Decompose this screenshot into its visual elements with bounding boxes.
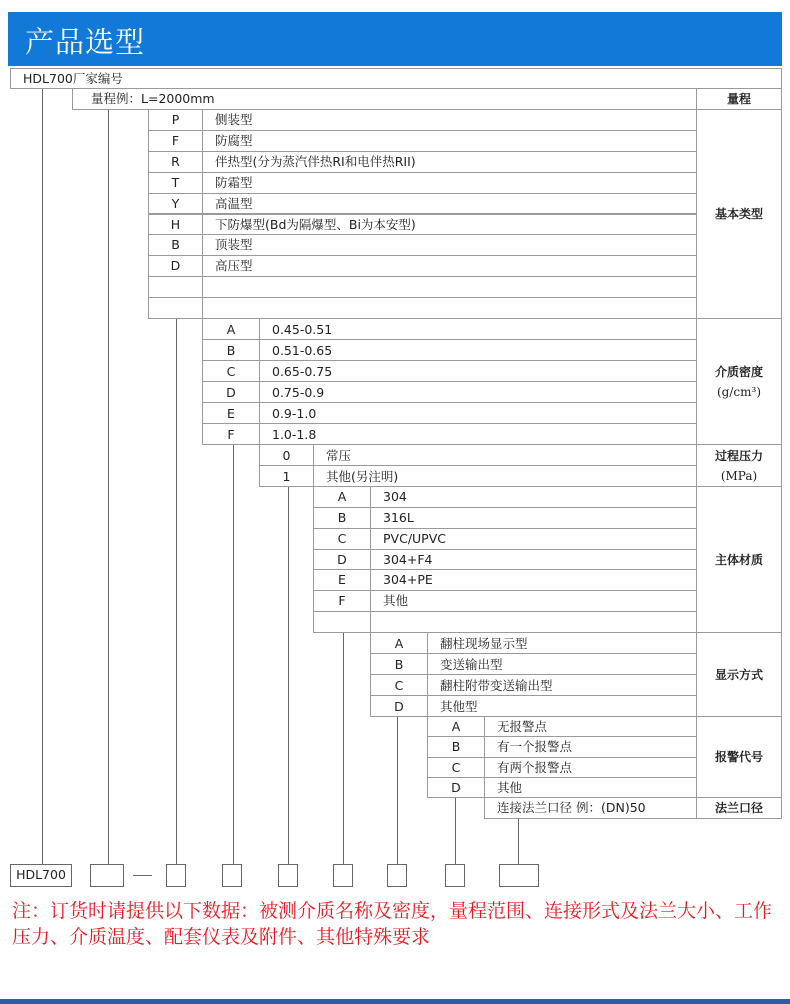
alarm-code: B — [427, 736, 485, 757]
material-code: F — [313, 590, 371, 612]
pressure-code: 0 — [259, 444, 314, 466]
connector-line — [343, 633, 344, 864]
code-slot-box — [278, 864, 298, 887]
material-description: PVC/UPVC — [370, 528, 697, 550]
alarm-description: 无报警点 — [484, 716, 697, 737]
code-slot-box — [90, 864, 124, 887]
display-code: B — [370, 653, 428, 675]
density-description: 0.65-0.75 — [259, 360, 697, 382]
code-slot-box — [445, 864, 465, 887]
type-description: 顶装型 — [202, 234, 697, 256]
type-description: 下防爆型(Bd为隔爆型、Bi为本安型) — [202, 214, 697, 236]
type-code: F — [148, 130, 203, 152]
code-slot-box — [387, 864, 407, 887]
density-code: F — [202, 423, 260, 445]
section-header — [8, 12, 782, 66]
flange-label-text: 法兰口径 — [714, 801, 763, 815]
type-code — [148, 297, 203, 319]
type-code: T — [148, 172, 203, 194]
type-description: 防腐型 — [202, 130, 697, 152]
density-unit: (g/cm³) — [717, 384, 761, 399]
display-description: 其他型 — [427, 695, 697, 717]
display-description: 翻柱附带变送输出型 — [427, 674, 697, 696]
material-description — [370, 611, 697, 633]
density-description: 0.9-1.0 — [259, 402, 697, 424]
density-description: 0.45-0.51 — [259, 318, 697, 340]
display-description: 翻柱现场显示型 — [427, 632, 697, 654]
alarm-code: C — [427, 757, 485, 778]
range-label-text: 量程 — [726, 92, 751, 106]
model-row: HDL700厂家编号 — [10, 68, 782, 89]
pressure-label — [696, 444, 782, 487]
pressure-label-text: 过程压力 — [714, 448, 763, 463]
type-label-text: 基本类型 — [714, 207, 763, 221]
density-description: 0.75-0.9 — [259, 381, 697, 403]
material-label — [696, 486, 782, 633]
material-description: 316L — [370, 507, 697, 529]
page-title: 产品选型 — [25, 25, 146, 59]
pressure-unit: (MPa) — [720, 468, 758, 483]
connector-line — [233, 445, 234, 864]
display-description: 变送输出型 — [427, 653, 697, 675]
pressure-code: 1 — [259, 465, 314, 487]
bottom-bar — [0, 999, 790, 1004]
type-code: H — [148, 214, 203, 236]
material-description: 其他 — [370, 590, 697, 612]
range-row: 量程例：L=2000mm — [72, 88, 697, 110]
material-code: C — [313, 528, 371, 550]
connector-line — [455, 798, 456, 864]
pressure-description: 常压 — [313, 444, 697, 466]
alarm-code: A — [427, 716, 485, 737]
display-code: C — [370, 674, 428, 696]
alarm-description: 其他 — [484, 777, 697, 798]
material-code: E — [313, 569, 371, 591]
type-description: 高压型 — [202, 255, 697, 277]
code-slot-box — [333, 864, 353, 887]
material-description: 304+PE — [370, 569, 697, 591]
connector-line — [108, 110, 109, 864]
type-code: B — [148, 234, 203, 256]
material-description: 304+F4 — [370, 549, 697, 571]
display-code: D — [370, 695, 428, 717]
density-description: 1.0-1.8 — [259, 423, 697, 445]
type-description: 防霜型 — [202, 172, 697, 194]
flange-row: 连接法兰口径 例：(DN)50 — [484, 797, 697, 819]
type-code: P — [148, 109, 203, 131]
code-slot-box — [499, 864, 539, 887]
material-code: B — [313, 507, 371, 529]
connector-line — [397, 717, 398, 864]
order-note: 注：订货时请提供以下数据：被测介质名称及密度，量程范围、连接形式及法兰大小、工作压力、介质温度、配套仪表及附件、其他特殊要求 — [12, 900, 773, 948]
density-code: D — [202, 381, 260, 403]
model-code-box: HDL700 — [10, 864, 72, 887]
connector-line — [288, 487, 289, 864]
alarm-description: 有一个报警点 — [484, 736, 697, 757]
alarm-label-text: 报警代号 — [714, 750, 763, 764]
material-code — [313, 611, 371, 633]
type-label — [696, 109, 782, 319]
type-description — [202, 276, 697, 298]
type-code: R — [148, 151, 203, 173]
density-code: C — [202, 360, 260, 382]
pressure-description: 其他(另注明) — [313, 465, 697, 487]
alarm-label — [696, 716, 782, 798]
density-label — [696, 318, 782, 445]
type-code: Y — [148, 193, 203, 215]
type-code — [148, 276, 203, 298]
code-slot-box — [222, 864, 242, 887]
display-label — [696, 632, 782, 717]
material-label-text: 主体材质 — [714, 552, 763, 567]
density-code: A — [202, 318, 260, 340]
density-code: E — [202, 402, 260, 424]
type-description: 伴热型(分为蒸汽伴热RI和电伴热RII) — [202, 151, 697, 173]
type-description: 侧装型 — [202, 109, 697, 131]
display-label-text: 显示方式 — [714, 667, 763, 682]
material-code: D — [313, 549, 371, 571]
code-slot-box — [166, 864, 186, 887]
display-code: A — [370, 632, 428, 654]
density-description: 0.51-0.65 — [259, 339, 697, 361]
alarm-description: 有两个报警点 — [484, 757, 697, 778]
density-label-text: 介质密度 — [714, 364, 763, 379]
alarm-code: D — [427, 777, 485, 798]
flange-label — [696, 797, 782, 819]
type-description — [202, 297, 697, 319]
range-label — [696, 88, 782, 110]
connector-line — [518, 819, 519, 864]
type-description: 高温型 — [202, 193, 697, 215]
material-code: A — [313, 486, 371, 508]
material-description: 304 — [370, 486, 697, 508]
dash-divider — [133, 875, 152, 876]
connector-line — [176, 319, 177, 864]
density-code: B — [202, 339, 260, 361]
connector-line — [42, 89, 43, 864]
type-code: D — [148, 255, 203, 277]
